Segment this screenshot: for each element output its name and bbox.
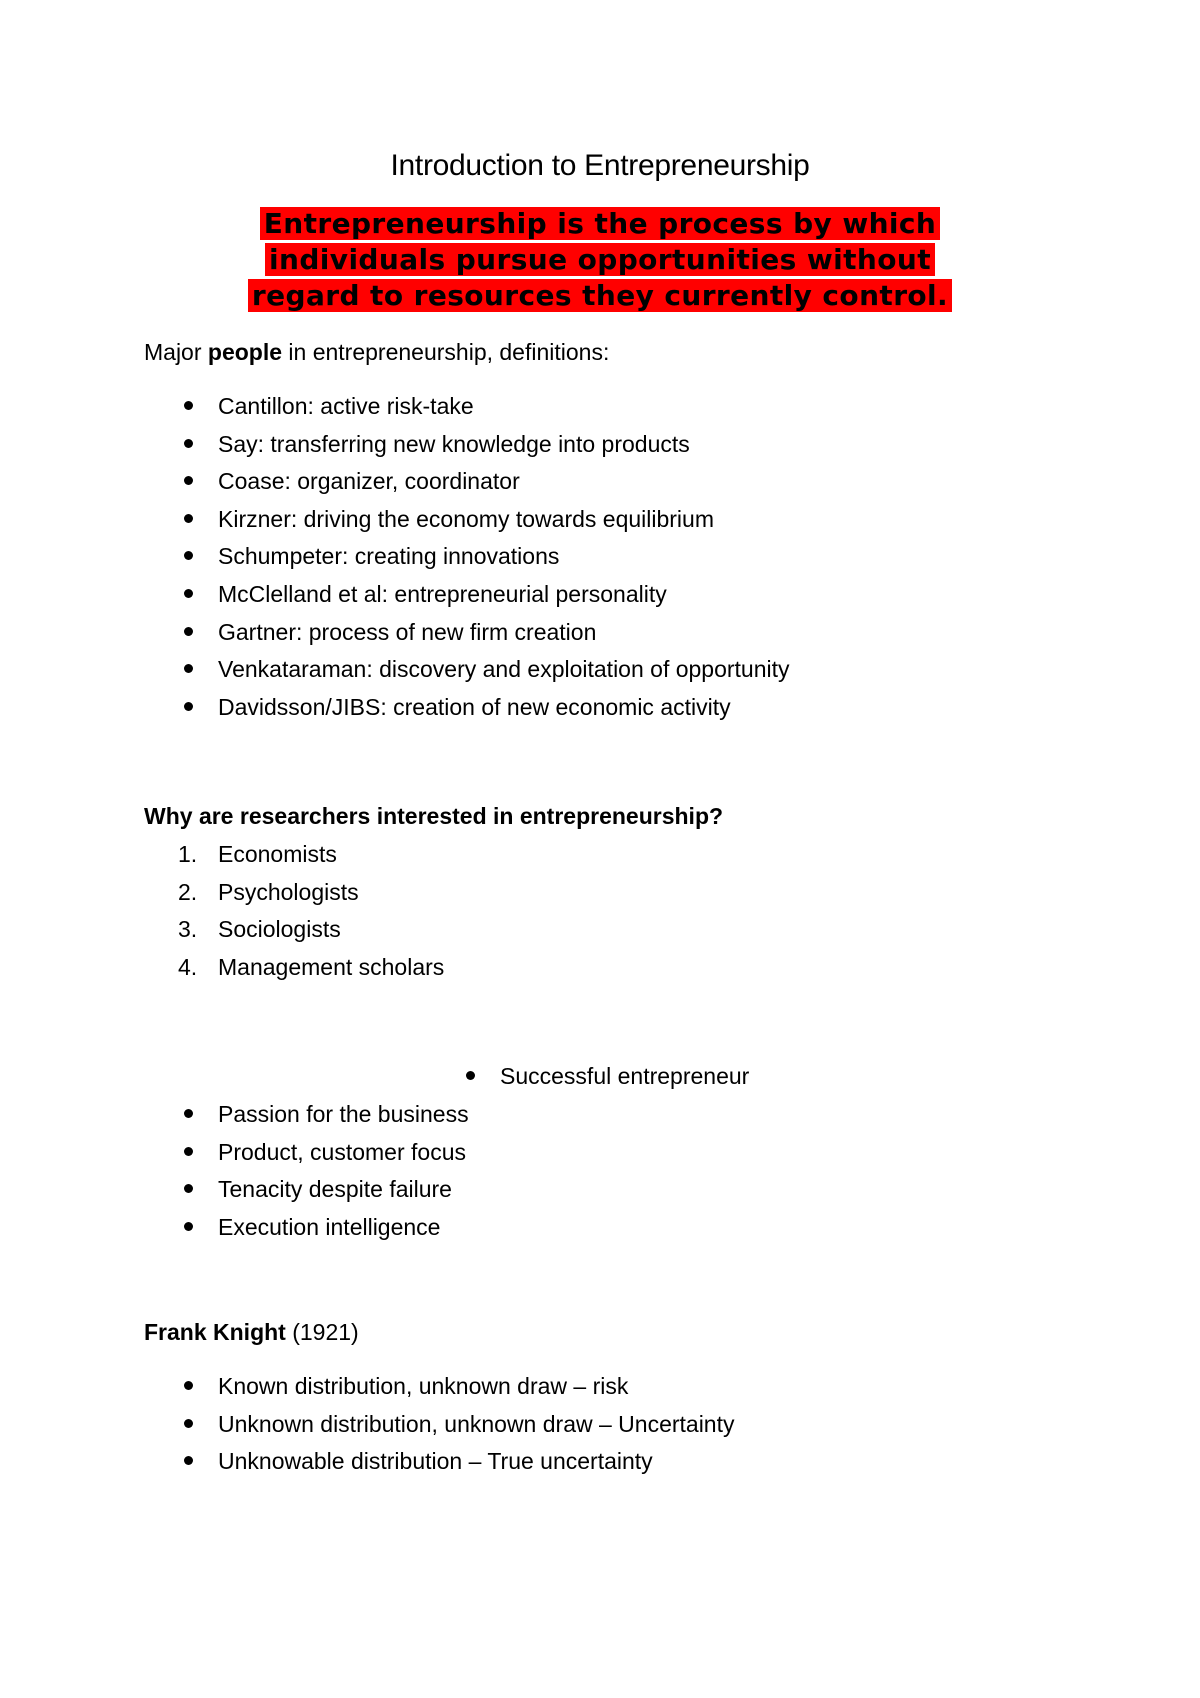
list-item: [178, 840, 444, 878]
list-item: [218, 1372, 735, 1410]
list-item: [218, 505, 790, 543]
bullet-icon: [184, 1184, 193, 1193]
knight-heading-year: (1921): [285, 1319, 359, 1345]
bullet-icon: [184, 664, 193, 673]
list-item-text: Coase: organizer, coordinator: [218, 468, 520, 495]
bullet-icon: [184, 401, 193, 410]
definition-line-2: individuals pursue opportunities without: [265, 243, 935, 276]
definition-line-3: regard to resources they currently control.: [248, 279, 952, 312]
bullet-icon: [184, 702, 193, 711]
list-item-text: Venkataraman: discovery and exploitation of opportunity: [218, 656, 790, 683]
list-item-text: Economists: [218, 841, 337, 867]
list-item-text: Management scholars: [218, 953, 445, 980]
list-item: [218, 392, 790, 430]
list-item: [178, 953, 445, 991]
bullet-icon: [184, 1147, 193, 1156]
successful-entrepreneur-heading: [500, 1062, 749, 1090]
list-item: [218, 1447, 735, 1485]
bullet-icon: [184, 1381, 193, 1390]
successful-heading-text: Successful entrepreneur: [500, 1063, 750, 1089]
people-intro: [144, 338, 609, 366]
list-item-text: Psychologists: [218, 878, 359, 905]
list-item-text: Sociologists: [218, 916, 341, 943]
bullet-icon: [184, 1109, 193, 1118]
list-item: [218, 430, 790, 468]
list-item-text: McClelland et al: entrepreneurial personality: [218, 580, 667, 607]
list-item-text: Unknown distribution, unknown draw – Uncertainty: [218, 1410, 735, 1437]
list-item: [218, 1213, 469, 1251]
list-item: [218, 1100, 469, 1138]
list-item: [218, 618, 790, 656]
list-item-text: Schumpeter: creating innovations: [218, 543, 560, 570]
people-list: [218, 392, 790, 730]
list-item-text: Cantillon: active risk-take: [218, 393, 474, 419]
list-item-text: Known distribution, unknown draw – risk: [218, 1373, 629, 1399]
knight-list: [218, 1372, 735, 1485]
list-item: [178, 915, 444, 953]
bullet-icon: [184, 1222, 193, 1231]
list-item: [218, 693, 790, 731]
list-item: [218, 542, 790, 580]
bullet-icon: [184, 551, 193, 560]
people-intro-bold: people: [207, 339, 283, 365]
list-number: 3.: [178, 916, 198, 943]
list-item: [218, 467, 790, 505]
list-item: [218, 580, 790, 618]
bullet-icon: [184, 627, 193, 636]
list-item-text: Unknowable distribution – True uncertainty: [218, 1448, 653, 1475]
people-intro-after: in entrepreneurship, definitions:: [282, 339, 610, 365]
list-number: 2.: [178, 878, 198, 905]
bullet-icon: [184, 439, 193, 448]
bullet-icon: [184, 589, 193, 598]
list-number: 1.: [178, 841, 198, 867]
bullet-icon: [466, 1071, 475, 1080]
list-item: [218, 1175, 469, 1213]
definition-line-1: Entrepreneurship is the process by which: [260, 207, 941, 240]
knight-heading-bold: Frank Knight: [144, 1319, 286, 1345]
bullet-icon: [184, 1419, 193, 1428]
list-item: [218, 1410, 735, 1448]
list-item-text: Passion for the business: [218, 1101, 469, 1127]
bullet-icon: [184, 514, 193, 523]
bullet-icon: [184, 476, 193, 485]
document-title: Introduction to Entrepreneurship: [390, 149, 810, 182]
list-item: [178, 878, 444, 916]
list-item-text: Gartner: process of new firm creation: [218, 618, 597, 645]
list-item-text: Tenacity despite failure: [218, 1176, 452, 1203]
list-item-text: Say: transferring new knowledge into products: [218, 430, 690, 457]
list-number: 4.: [178, 953, 198, 980]
list-item-text: Davidsson/JIBS: creation of new economic activity: [218, 693, 731, 720]
definition-highlight: [0, 206, 1200, 314]
bullet-icon: [184, 1456, 193, 1465]
list-item: [218, 655, 790, 693]
successful-list: [218, 1100, 469, 1250]
knight-heading: [144, 1318, 359, 1346]
list-item-text: Kirzner: driving the economy towards equilibrium: [218, 505, 714, 532]
list-item-text: Product, customer focus: [218, 1138, 466, 1165]
list-item: [218, 1138, 469, 1176]
list-item-text: Execution intelligence: [218, 1213, 441, 1240]
people-intro-before: Major: [144, 339, 208, 365]
researchers-list: [178, 840, 445, 990]
researchers-heading: Why are researchers interested in entrepreneurship?: [144, 803, 724, 829]
